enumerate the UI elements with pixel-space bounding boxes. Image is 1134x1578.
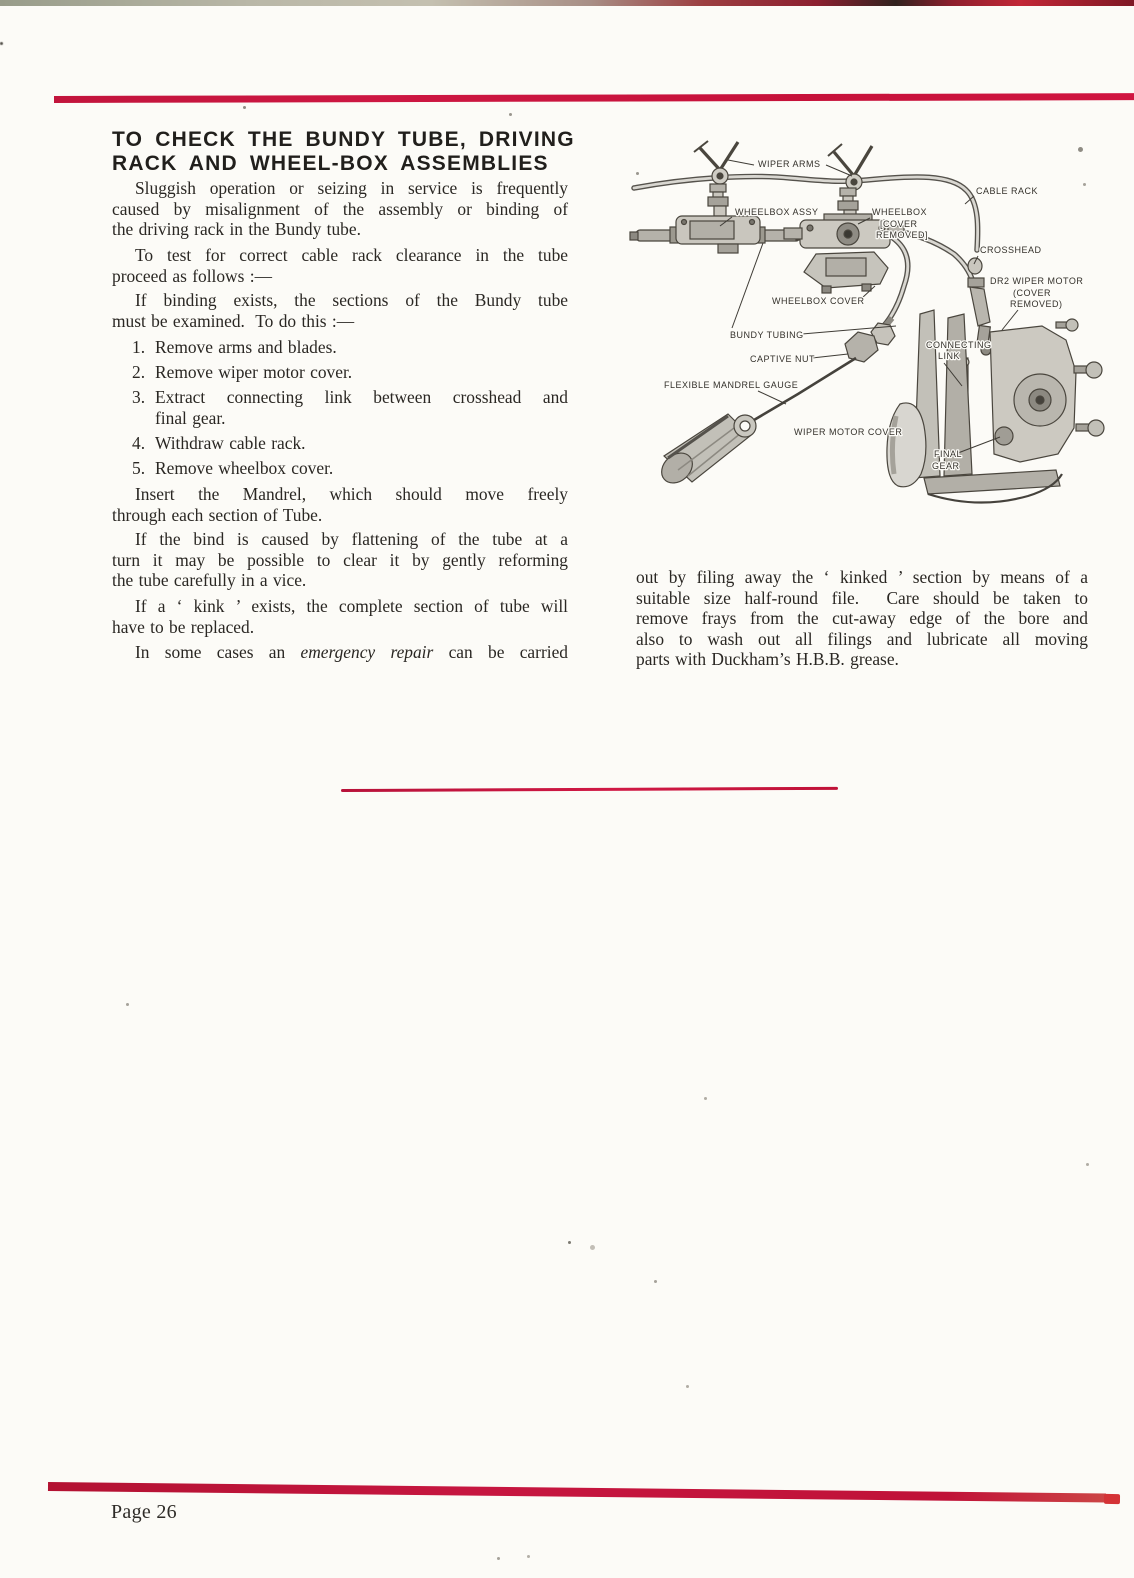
diagram-label-motor-1: DR2 WIPER MOTOR <box>990 276 1084 286</box>
list-item: 1. Remove arms and blades. <box>132 337 337 357</box>
diagram-label-motor-3: REMOVED) <box>1010 299 1063 309</box>
captive-nut-part <box>845 318 895 362</box>
diagram-label-wheelbox-2: [COVER <box>880 219 918 229</box>
bottom-rule <box>48 1482 1106 1502</box>
wiper-motor <box>914 310 1104 503</box>
list-item: 5. Remove wheelbox cover. <box>132 457 334 478</box>
diagram-label-captive-nut: CAPTIVE NUT <box>750 354 816 364</box>
paragraph-continuation: out by filing away the ‘ kinked ’ section by means of a suitable size half-round file. Care should be taken to remove frays from the cut-away edge of the bore and also to wash out all filings and lubricate all moving parts with Duckham’s H.B.B. grease. <box>636 567 1088 670</box>
diagram-label-wheelbox-1: WHEELBOX <box>872 207 928 217</box>
emergency-text-after: can be carried <box>433 642 568 662</box>
paragraph-sluggish: Sluggish operation or seizing in service is frequently caused by misalignment of the assembly or binding of the driving rack in the Bundy tube. <box>112 178 568 240</box>
page-number: Page 26 <box>111 1501 177 1523</box>
paragraph-kink: If a ‘ kink ’ exists, the complete section of tube will have to be replaced. <box>112 596 568 637</box>
emergency-text-before: In some cases an <box>135 642 301 662</box>
diagram-label-final-1: FINAL <box>934 449 963 459</box>
final-gear-part <box>995 427 1013 445</box>
diagram-label-wheelbox-assy: WHEELBOX ASSY <box>735 207 819 217</box>
diagram-label-motor-2: (COVER <box>1013 288 1052 298</box>
diagram-label-crosshead: CROSSHEAD <box>980 245 1042 255</box>
top-rule <box>54 93 1134 103</box>
diagram-label-cable-rack: CABLE RACK <box>976 186 1039 196</box>
diagram-label-wheelbox-3: REMOVED] <box>876 230 929 240</box>
diagram-label-connecting-1: CONNECTING <box>926 340 992 350</box>
paragraph-test: To test for correct cable rack clearance in the tube proceed as follows :— <box>112 245 568 286</box>
section-heading-line2: RACK AND WHEEL-BOX ASSEMBLIES <box>112 152 549 175</box>
diagram-label-connecting-2: LINK <box>938 351 961 361</box>
section-heading-line1: TO CHECK THE BUNDY TUBE, DRIVING <box>112 128 575 151</box>
wiper-assembly-diagram <box>628 136 1106 508</box>
diagram-label-wiper-motor-cover: WIPER MOTOR COVER <box>794 427 903 437</box>
diagram-label-bundy-tubing: BUNDY TUBING <box>730 330 804 340</box>
wheelbox-assembly <box>630 184 804 253</box>
paragraph-flattening: If the bind is caused by flattening of the tube at a turn it may be possible to clear it by gently reforming the tube carefully in a vice. <box>112 529 568 591</box>
scan-top-edge <box>0 0 1134 6</box>
diagram-label-final-2: GEAR <box>932 461 960 471</box>
list-item: 2. Remove wiper motor cover. <box>132 361 353 382</box>
section-heading <box>112 128 590 176</box>
diagram-label-wheelbox-cover: WHEELBOX COVER <box>772 296 865 306</box>
paragraph-binding: If binding exists, the sections of the Bundy tube must be examined. To do this :— <box>112 290 568 331</box>
bundy-tube <box>880 236 908 330</box>
wiper-motor-cover-part <box>887 403 926 487</box>
diagram-label-wiper-arms: WIPER ARMS <box>758 159 821 169</box>
emergency-text-italic: emergency repair <box>300 642 434 662</box>
scan-noise <box>0 0 3 3</box>
mid-rule <box>341 787 838 792</box>
wheelbox-cover-part <box>804 252 888 293</box>
paragraph-mandrel: Insert the Mandrel, which should move freely through each section of Tube. <box>112 484 568 525</box>
steps-list <box>112 337 568 483</box>
bottom-rule-end-mark <box>1104 1494 1120 1504</box>
diagram-label-mandrel-gauge: FLEXIBLE MANDREL GAUGE <box>664 380 799 390</box>
list-item: 4. Withdraw cable rack. <box>132 432 306 453</box>
paragraph-emergency <box>112 642 568 663</box>
list-item: 3. Extract connecting link between crosshead and final gear. <box>132 386 568 428</box>
flexible-mandrel-gauge-part <box>656 358 856 489</box>
